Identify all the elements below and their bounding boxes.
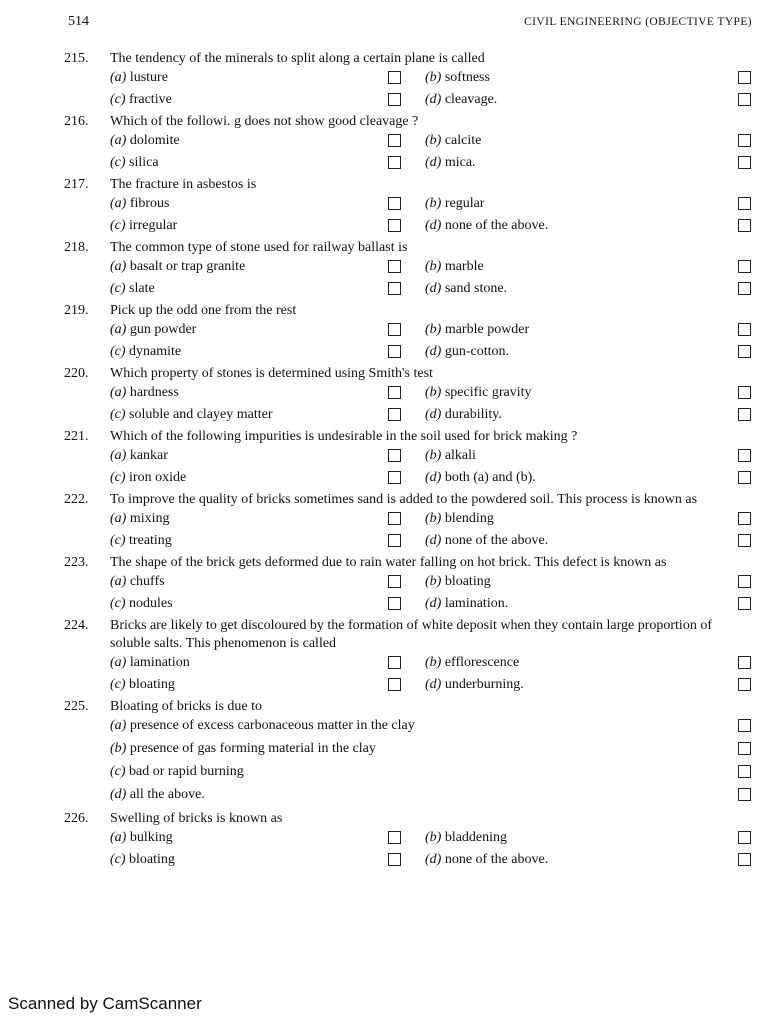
option-letter: (c) [110, 217, 126, 233]
option-text: gun powder [129, 322, 197, 337]
answer-checkbox-b[interactable] [738, 742, 751, 755]
question-text: Which of the followi. g does not show good cleavage ? [110, 114, 419, 129]
option-letter: (d) [110, 787, 127, 802]
option-letter: (b) [425, 574, 442, 589]
option-d [425, 596, 508, 612]
option-letter: (b) [425, 655, 442, 670]
option-text: dolomite [129, 133, 180, 148]
answer-checkbox-b[interactable] [738, 512, 751, 525]
question-number: 218. [64, 240, 89, 255]
question-item [64, 698, 754, 808]
option-d [425, 281, 507, 297]
answer-checkbox-c[interactable] [388, 678, 401, 691]
option-text: bloating [129, 676, 175, 692]
answer-checkbox-b[interactable] [738, 323, 751, 336]
answer-checkbox-c[interactable] [388, 93, 401, 106]
option-b [425, 830, 507, 846]
option-row [64, 216, 754, 238]
option-row [64, 153, 754, 175]
answer-checkbox-a[interactable] [388, 575, 401, 588]
option-text: none of the above. [444, 532, 549, 548]
question-item [64, 113, 754, 174]
question-item [64, 50, 754, 111]
option-row [64, 194, 754, 216]
option-text: bladdening [444, 830, 508, 845]
option-text: lusture [129, 70, 168, 85]
question-stem [64, 50, 754, 68]
option-a [110, 133, 180, 149]
option-b [425, 259, 484, 275]
option-row [64, 131, 754, 153]
option-text: slate [129, 280, 155, 296]
option-letter: (b) [110, 741, 127, 756]
option-a [110, 830, 173, 846]
option-text: none of the above. [444, 851, 549, 867]
answer-checkbox-b[interactable] [738, 575, 751, 588]
option-b [425, 322, 529, 338]
option-text: nodules [129, 595, 173, 611]
question-item [64, 239, 754, 300]
option-letter: (a) [110, 196, 127, 211]
option-row [64, 739, 754, 762]
answer-checkbox-b[interactable] [738, 449, 751, 462]
answer-checkbox-d[interactable] [738, 534, 751, 547]
option-letter: (b) [425, 133, 442, 148]
option-text: bad or rapid burning [129, 764, 244, 779]
option-text: regular [444, 196, 485, 211]
option-b [425, 574, 491, 590]
answer-checkbox-c[interactable] [388, 853, 401, 866]
option-text: gun-cotton. [444, 343, 509, 359]
option-letter: (c) [110, 469, 126, 485]
option-c [110, 407, 273, 423]
option-letter: (b) [425, 448, 442, 463]
option-letter: (a) [110, 133, 127, 148]
answer-checkbox-a[interactable] [388, 197, 401, 210]
option-text: bulking [129, 830, 173, 845]
option-row [64, 468, 754, 490]
option-c [110, 596, 173, 612]
option-letter: (b) [425, 385, 442, 400]
option-text: lamination. [444, 595, 509, 611]
option-row [64, 850, 754, 872]
question-item [64, 554, 754, 615]
question-number: 222. [64, 492, 89, 507]
option-text: treating [129, 532, 172, 548]
answer-checkbox-b[interactable] [738, 134, 751, 147]
option-text: lamination [129, 655, 190, 670]
question-number: 215. [64, 51, 89, 66]
option-letter: (c) [110, 532, 126, 548]
option-a [110, 718, 415, 734]
answer-checkbox-c[interactable] [388, 156, 401, 169]
question-stem [64, 617, 754, 653]
option-letter: (b) [425, 196, 442, 211]
option-text: irregular [129, 217, 178, 233]
question-number: 216. [64, 114, 89, 129]
option-text: all the above. [129, 787, 205, 802]
option-d [425, 470, 536, 486]
question-text: The tendency of the minerals to split along a certain plane is called [110, 51, 485, 66]
question-stem [64, 365, 754, 383]
option-text: alkali [444, 448, 476, 463]
option-text: cleavage. [444, 91, 498, 107]
option-a [110, 574, 165, 590]
option-letter: (d) [425, 280, 442, 296]
question-item [64, 365, 754, 426]
option-letter: (b) [425, 259, 442, 274]
answer-checkbox-d[interactable] [738, 471, 751, 484]
question-number: 224. [64, 618, 89, 633]
option-text: marble powder [444, 322, 530, 337]
answer-checkbox-c[interactable] [388, 471, 401, 484]
option-text: durability. [444, 406, 502, 422]
option-letter: (a) [110, 718, 127, 733]
option-b [425, 655, 519, 671]
option-letter: (d) [425, 91, 442, 107]
option-b [425, 385, 532, 401]
question-stem [64, 302, 754, 320]
option-text: presence of gas forming material in the clay [129, 741, 376, 756]
question-text: The fracture in asbestos is [110, 177, 257, 192]
question-item [64, 428, 754, 489]
option-text: blending [444, 511, 494, 526]
answer-checkbox-a[interactable] [388, 134, 401, 147]
answer-checkbox-d[interactable] [738, 345, 751, 358]
option-b [110, 741, 376, 757]
option-letter: (b) [425, 70, 442, 85]
option-a [110, 259, 245, 275]
answer-checkbox-c[interactable] [388, 408, 401, 421]
page-number: 514 [68, 14, 89, 29]
option-b [425, 196, 484, 212]
option-c [110, 533, 172, 549]
answer-checkbox-d[interactable] [738, 853, 751, 866]
question-text: Bloating of bricks is due to [110, 699, 263, 714]
option-text: silica [129, 154, 159, 170]
question-text: Which of the following impurities is undesirable in the soil used for brick making ? [110, 429, 578, 444]
answer-checkbox-b[interactable] [738, 71, 751, 84]
answer-checkbox-c[interactable] [388, 534, 401, 547]
option-row [64, 572, 754, 594]
question-stem [64, 239, 754, 257]
question-item [64, 810, 754, 871]
option-letter: (a) [110, 385, 127, 400]
option-letter: (d) [425, 532, 442, 548]
option-letter: (c) [110, 406, 126, 422]
question-text: Pick up the odd one from the rest [110, 303, 297, 318]
option-c [110, 281, 155, 297]
option-text: iron oxide [129, 469, 187, 485]
option-row [64, 594, 754, 616]
answer-checkbox-a[interactable] [738, 719, 751, 732]
option-c [110, 92, 172, 108]
option-letter: (a) [110, 511, 127, 526]
option-a [110, 70, 168, 86]
answer-checkbox-a[interactable] [388, 831, 401, 844]
option-letter: (a) [110, 322, 127, 337]
option-letter: (b) [425, 322, 442, 337]
option-row [64, 509, 754, 531]
option-text: none of the above. [444, 217, 549, 233]
option-text: mica. [444, 154, 476, 170]
option-row [64, 257, 754, 279]
answer-checkbox-b[interactable] [738, 831, 751, 844]
option-row [64, 320, 754, 342]
option-row [64, 675, 754, 697]
option-c [110, 470, 186, 486]
option-a [110, 655, 190, 671]
option-d [425, 852, 548, 868]
answer-checkbox-a[interactable] [388, 71, 401, 84]
option-row [64, 383, 754, 405]
answer-checkbox-b[interactable] [738, 197, 751, 210]
option-letter: (a) [110, 448, 127, 463]
option-text: hardness [129, 385, 179, 400]
answer-checkbox-b[interactable] [738, 656, 751, 669]
option-text: kankar [129, 448, 168, 463]
option-d [110, 787, 205, 803]
question-stem [64, 428, 754, 446]
option-letter: (c) [110, 91, 126, 107]
option-letter: (a) [110, 259, 127, 274]
answer-checkbox-a[interactable] [388, 656, 401, 669]
option-text: presence of excess carbonaceous matter in the clay [129, 718, 415, 733]
answer-checkbox-a[interactable] [388, 386, 401, 399]
option-row [64, 446, 754, 468]
option-c [110, 344, 181, 360]
question-item [64, 491, 754, 552]
option-c [110, 218, 177, 234]
option-row [64, 653, 754, 675]
option-d [425, 218, 548, 234]
option-letter: (d) [425, 469, 442, 485]
question-stem [64, 554, 754, 572]
option-b [425, 70, 490, 86]
option-b [425, 448, 476, 464]
option-text: chuffs [129, 574, 165, 589]
option-text: both (a) and (b). [444, 469, 536, 485]
option-letter: (a) [110, 655, 127, 670]
option-row [64, 762, 754, 785]
option-c [110, 155, 159, 171]
option-letter: (a) [110, 574, 127, 589]
option-b [425, 511, 494, 527]
question-number: 217. [64, 177, 89, 192]
answer-checkbox-c[interactable] [388, 345, 401, 358]
answer-checkbox-d[interactable] [738, 597, 751, 610]
option-letter: (c) [110, 154, 126, 170]
answer-checkbox-c[interactable] [388, 597, 401, 610]
option-a [110, 385, 179, 401]
question-text: Which property of stones is determined using Smith's test [110, 366, 433, 381]
question-list [64, 50, 754, 873]
option-letter: (d) [425, 406, 442, 422]
question-stem [64, 491, 754, 509]
option-text: specific gravity [444, 385, 532, 400]
answer-checkbox-a[interactable] [388, 512, 401, 525]
option-d [425, 344, 509, 360]
question-number: 223. [64, 555, 89, 570]
question-text: To improve the quality of bricks sometimes sand is added to the powdered soil. This process is known as [110, 492, 698, 507]
question-number: 225. [64, 699, 89, 714]
answer-checkbox-d[interactable] [738, 219, 751, 232]
option-text: bloating [129, 851, 175, 867]
option-row [64, 785, 754, 808]
question-stem [64, 113, 754, 131]
option-d [425, 533, 548, 549]
answer-checkbox-b[interactable] [738, 386, 751, 399]
question-item [64, 302, 754, 363]
option-d [425, 92, 497, 108]
running-head: CIVIL ENGINEERING (OBJECTIVE TYPE) [524, 16, 752, 28]
answer-checkbox-a[interactable] [388, 260, 401, 273]
option-d [425, 155, 476, 171]
option-text: sand stone. [444, 280, 508, 296]
option-letter: (d) [425, 343, 442, 359]
answer-checkbox-b[interactable] [738, 260, 751, 273]
option-row [64, 716, 754, 739]
answer-checkbox-d[interactable] [738, 408, 751, 421]
option-letter: (d) [425, 217, 442, 233]
question-text: The shape of the brick gets deformed due to rain water falling on hot brick. This defect is known as [110, 555, 667, 570]
answer-checkbox-c[interactable] [388, 282, 401, 295]
answer-checkbox-c[interactable] [738, 765, 751, 778]
option-letter: (c) [110, 676, 126, 692]
option-d [425, 677, 524, 693]
option-c [110, 764, 244, 780]
option-text: fractive [129, 91, 172, 107]
page-header [68, 14, 752, 36]
option-letter: (c) [110, 280, 126, 296]
option-row [64, 90, 754, 112]
answer-checkbox-a[interactable] [388, 449, 401, 462]
option-letter: (b) [425, 511, 442, 526]
option-letter: (c) [110, 851, 126, 867]
option-c [110, 677, 175, 693]
answer-checkbox-d[interactable] [738, 93, 751, 106]
option-letter: (a) [110, 830, 127, 845]
answer-checkbox-d[interactable] [738, 282, 751, 295]
option-text: mixing [129, 511, 170, 526]
option-b [425, 133, 481, 149]
option-text: dynamite [129, 343, 182, 359]
option-row [64, 531, 754, 553]
option-a [110, 511, 170, 527]
option-d [425, 407, 502, 423]
option-a [110, 448, 168, 464]
question-text: Bricks are likely to get discoloured by the formation of white deposit when they contain large proportion of soluble salts. This phenomenon is called [110, 618, 712, 651]
scanner-watermark: Scanned by CamScanner [8, 994, 202, 1013]
option-letter: (d) [425, 154, 442, 170]
answer-checkbox-a[interactable] [388, 323, 401, 336]
option-text: efflorescence [444, 655, 520, 670]
option-letter: (d) [425, 595, 442, 611]
question-number: 226. [64, 811, 89, 826]
option-letter: (d) [425, 676, 442, 692]
option-text: basalt or trap granite [129, 259, 246, 274]
option-letter: (b) [425, 830, 442, 845]
option-text: soluble and clayey matter [129, 406, 273, 422]
option-a [110, 322, 196, 338]
option-text: fibrous [129, 196, 170, 211]
option-row [64, 828, 754, 850]
question-stem [64, 810, 754, 828]
option-row [64, 279, 754, 301]
question-item [64, 176, 754, 237]
answer-checkbox-c[interactable] [388, 219, 401, 232]
option-text: softness [444, 70, 490, 85]
option-row [64, 405, 754, 427]
question-text: The common type of stone used for railway ballast is [110, 240, 408, 255]
option-c [110, 852, 175, 868]
question-item [64, 617, 754, 696]
answer-checkbox-d[interactable] [738, 788, 751, 801]
option-text: calcite [444, 133, 482, 148]
option-text: marble [444, 259, 484, 274]
answer-checkbox-d[interactable] [738, 678, 751, 691]
option-a [110, 196, 170, 212]
question-number: 221. [64, 429, 89, 444]
question-text: Swelling of bricks is known as [110, 811, 283, 826]
option-text: underburning. [444, 676, 524, 692]
option-letter: (c) [110, 595, 126, 611]
option-letter: (c) [110, 343, 126, 359]
option-letter: (a) [110, 70, 127, 85]
option-letter: (d) [425, 851, 442, 867]
option-row [64, 68, 754, 90]
option-text: bloating [444, 574, 491, 589]
option-letter: (c) [110, 764, 126, 779]
question-stem [64, 176, 754, 194]
question-stem [64, 698, 754, 716]
option-row [64, 342, 754, 364]
answer-checkbox-d[interactable] [738, 156, 751, 169]
question-number: 219. [64, 303, 89, 318]
question-number: 220. [64, 366, 89, 381]
